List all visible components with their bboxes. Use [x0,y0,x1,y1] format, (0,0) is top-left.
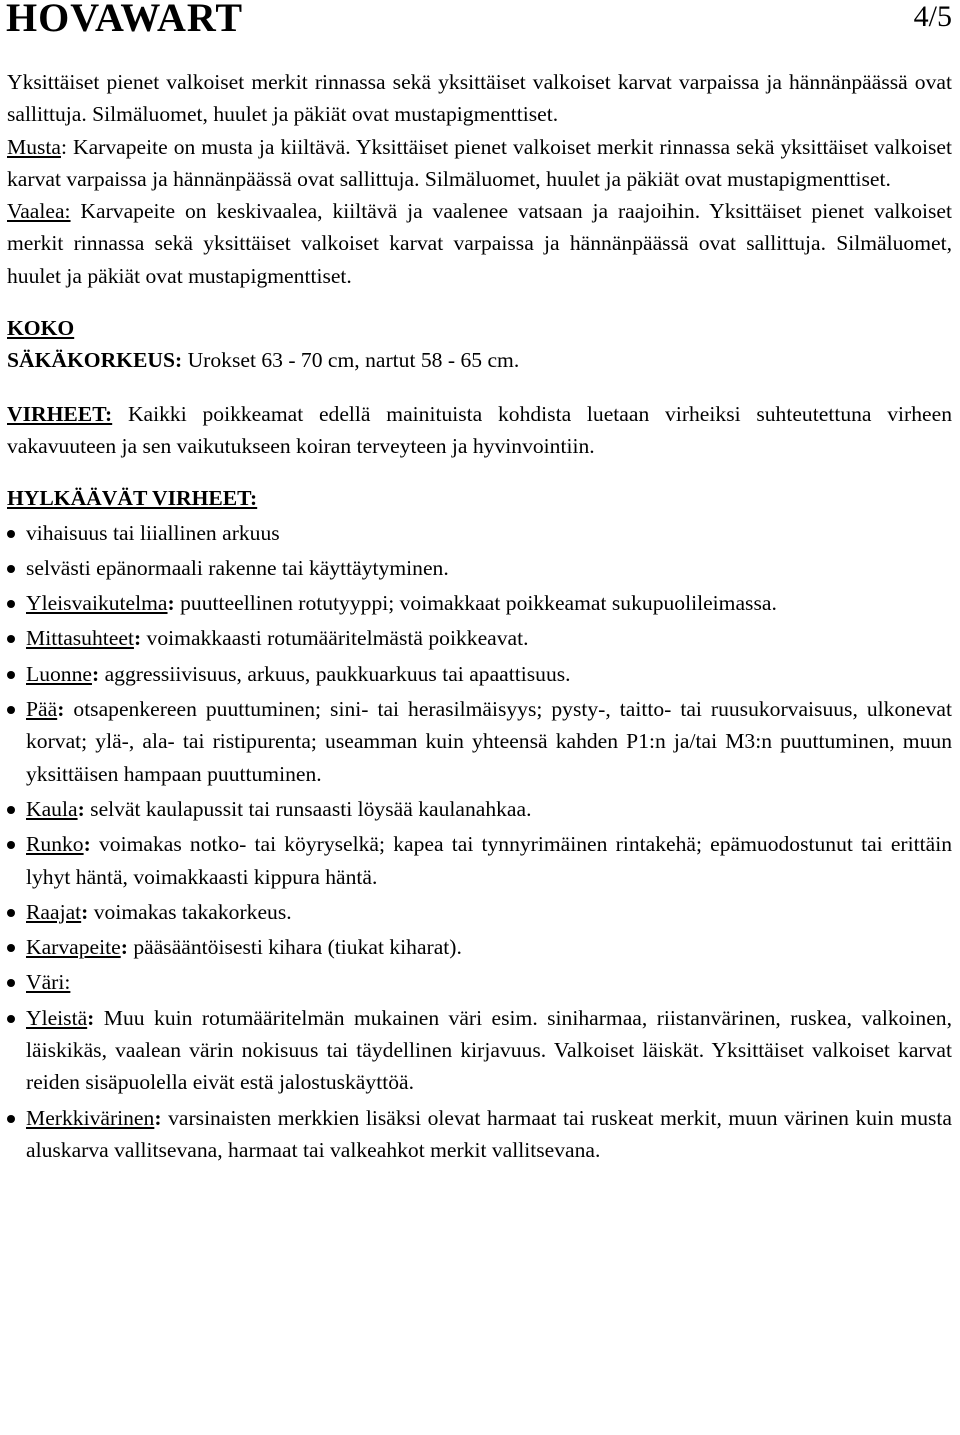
bullet-icon [7,909,15,917]
list-item-label: Karvapeite [26,935,121,960]
faults-paragraph [7,398,952,463]
list-item-separator: : [120,935,128,960]
vaalea-text: Karvapeite on keskivaalea, kiiltävä ja vaalenee vatsaan ja raajoihin. Yksittäiset pienet valkoiset merkit rinnassa sekä yksittäiset valkoiset karvat varpaissa ja hännänpäässä ovat sallittuja. Silmäluomet, huulet ja päkiät ovat mustapigmenttiset. [7,199,952,288]
size-label: SÄKÄKORKEUS: [7,348,183,373]
bullet-icon [7,806,15,814]
page-header [0,0,960,44]
list-item-text: Muu kuin rotumääritelmän mukainen väri esim. siniharmaa, riistanvärinen, ruskea, valkoinen, läiskikäs, vaalean värin nokisuus tai täydellinen kirjavuus. Valkoiset läiskät. Yksittäiset valkoiset karvat reiden sisäpuolella eivät estä jalostuskäyttöä. [26,1005,952,1095]
bullet-icon [7,1015,15,1023]
list-item-text: puutteellinen rotutyyppi; voimakkaat poikkeamat sukupuolileimassa. [174,591,777,616]
list-item-label: Pää [26,697,58,722]
list-item-separator: : [83,832,91,857]
bullet-icon [7,530,15,538]
list-item-separator: : [87,1005,95,1030]
list-item-label: Mittasuhteet [26,626,134,651]
list-item-text: vihaisuus tai liiallinen arkuus [26,520,280,545]
list-item [7,517,952,549]
musta-paragraph [7,131,952,196]
list-item-text: voimakas takakorkeus. [88,899,292,924]
list-item [7,587,952,619]
bullet-icon [7,979,15,987]
list-item-label: Yleisvaikutelma [26,591,168,616]
musta-text: : Karvapeite on musta ja kiiltävä. Yksittäiset pienet valkoiset merkit rinnassa sekä yksittäiset valkoiset karvat varpaissa ja hännänpäässä ovat sallittuja. Silmäluomet, huulet ja päkiät ovat mustapigmenttiset. [7,134,952,191]
intro-paragraph [7,66,952,131]
bullet-icon [7,841,15,849]
page-content [7,66,952,1169]
disqualifying-heading: HYLKÄÄVÄT VIRHEET: [7,486,258,511]
bullet-icon [7,600,15,608]
list-item [7,693,952,790]
list-item-label: Yleistä [26,1005,88,1030]
size-text: Urokset 63 - 70 cm, nartut 58 - 65 cm. [182,348,520,373]
list-item-separator: : [91,661,100,686]
list-item-text: otsapenkereen puuttuminen; sini- tai herasilmäisyys; pysty-, taitto- tai ruusukorvaisuus, ulkonevat korvat; ylä-, ala- tai ristipurenta; useamman kuin yhteensä kahden P1:n ja/tai M3:n puuttuminen, muun yksittäisen hampaan puuttuminen. [26,697,952,786]
list-item [7,1002,952,1099]
bullet-icon [7,671,15,679]
list-item-label: Raajat [26,899,82,924]
page-number: 4/5 [913,0,952,33]
list-item-separator: : [133,626,142,651]
list-item [7,896,952,928]
list-item-separator: : [167,591,175,616]
list-item [7,622,952,654]
spacer [7,462,952,482]
size-heading: KOKO [7,316,75,341]
list-item-text: aggressiivisuus, arkuus, paukkuarkuus tai apaattisuus. [99,661,571,686]
list-item-separator: : [57,697,65,722]
list-item-text: selvästi epänormaali rakenne tai käyttäytyminen. [26,555,449,580]
bullet-icon [7,635,15,643]
musta-label: Musta [7,134,61,159]
list-item [7,552,952,584]
list-item-label: Luonne [26,661,92,686]
bullet-icon [7,706,15,714]
intro-text: Yksittäiset pienet valkoiset merkit rinnassa sekä yksittäiset valkoiset karvat varpaissa ja hännänpäässä ovat sallittuja. Silmäluomet, huulet ja päkiät ovat mustapigmenttiset. [7,70,952,127]
list-item-label: Runko [26,832,84,857]
faults-text: Kaikki poikkeamat edellä mainituista kohdista luetaan virheiksi suhteutettuna virheen vakavuuteen ja sen vaikutukseen koiran terveyteen ja hyvinvointiin. [7,401,952,458]
list-item-text: voimakas notko- tai köyryselkä; kapea tai tynnyrimäinen rintakehä; epämuodostunut tai erittäin lyhyt häntä, voimakkaasti kippura häntä. [26,832,952,889]
list-item-text: pääsääntöisesti kihara (tiukat kiharat). [127,935,462,960]
vaalea-label: Vaalea: [7,199,71,224]
list-item-label: Kaula [26,796,78,821]
list-item [7,1102,952,1167]
spacer [7,377,952,398]
list-item-separator: : [81,899,89,924]
list-item-text: voimakkaasti rotumääritelmästä poikkeavat. [141,626,529,651]
list-item [7,793,952,825]
list-item [7,966,952,998]
list-item-text: varsinaisten merkkien lisäksi olevat harmaat tai ruskeat merkit, muun värinen kuin musta aluskarva vallitsevana, harmaat tai valkeahkot merkit vallitsevana. [26,1105,952,1162]
bullet-icon [7,944,15,952]
size-paragraph [7,344,952,376]
vaalea-paragraph [7,195,952,292]
list-item-separator: : [154,1105,162,1130]
list-item [7,658,952,690]
list-item-label: Väri: [26,970,71,995]
disqualifying-list [7,517,952,1167]
list-item-text: selvät kaulapussit tai runsaasti löysää kaulanahkaa. [84,796,532,821]
bullet-icon [7,565,15,573]
spacer [7,292,952,312]
list-item-label: Merkkivärinen [26,1105,155,1130]
list-item-separator: : [77,796,85,821]
bullet-icon [7,1115,15,1123]
faults-label: VIRHEET: [7,401,113,426]
list-item [7,931,952,963]
breed-title: HOVAWART [6,0,244,40]
list-item [7,828,952,893]
